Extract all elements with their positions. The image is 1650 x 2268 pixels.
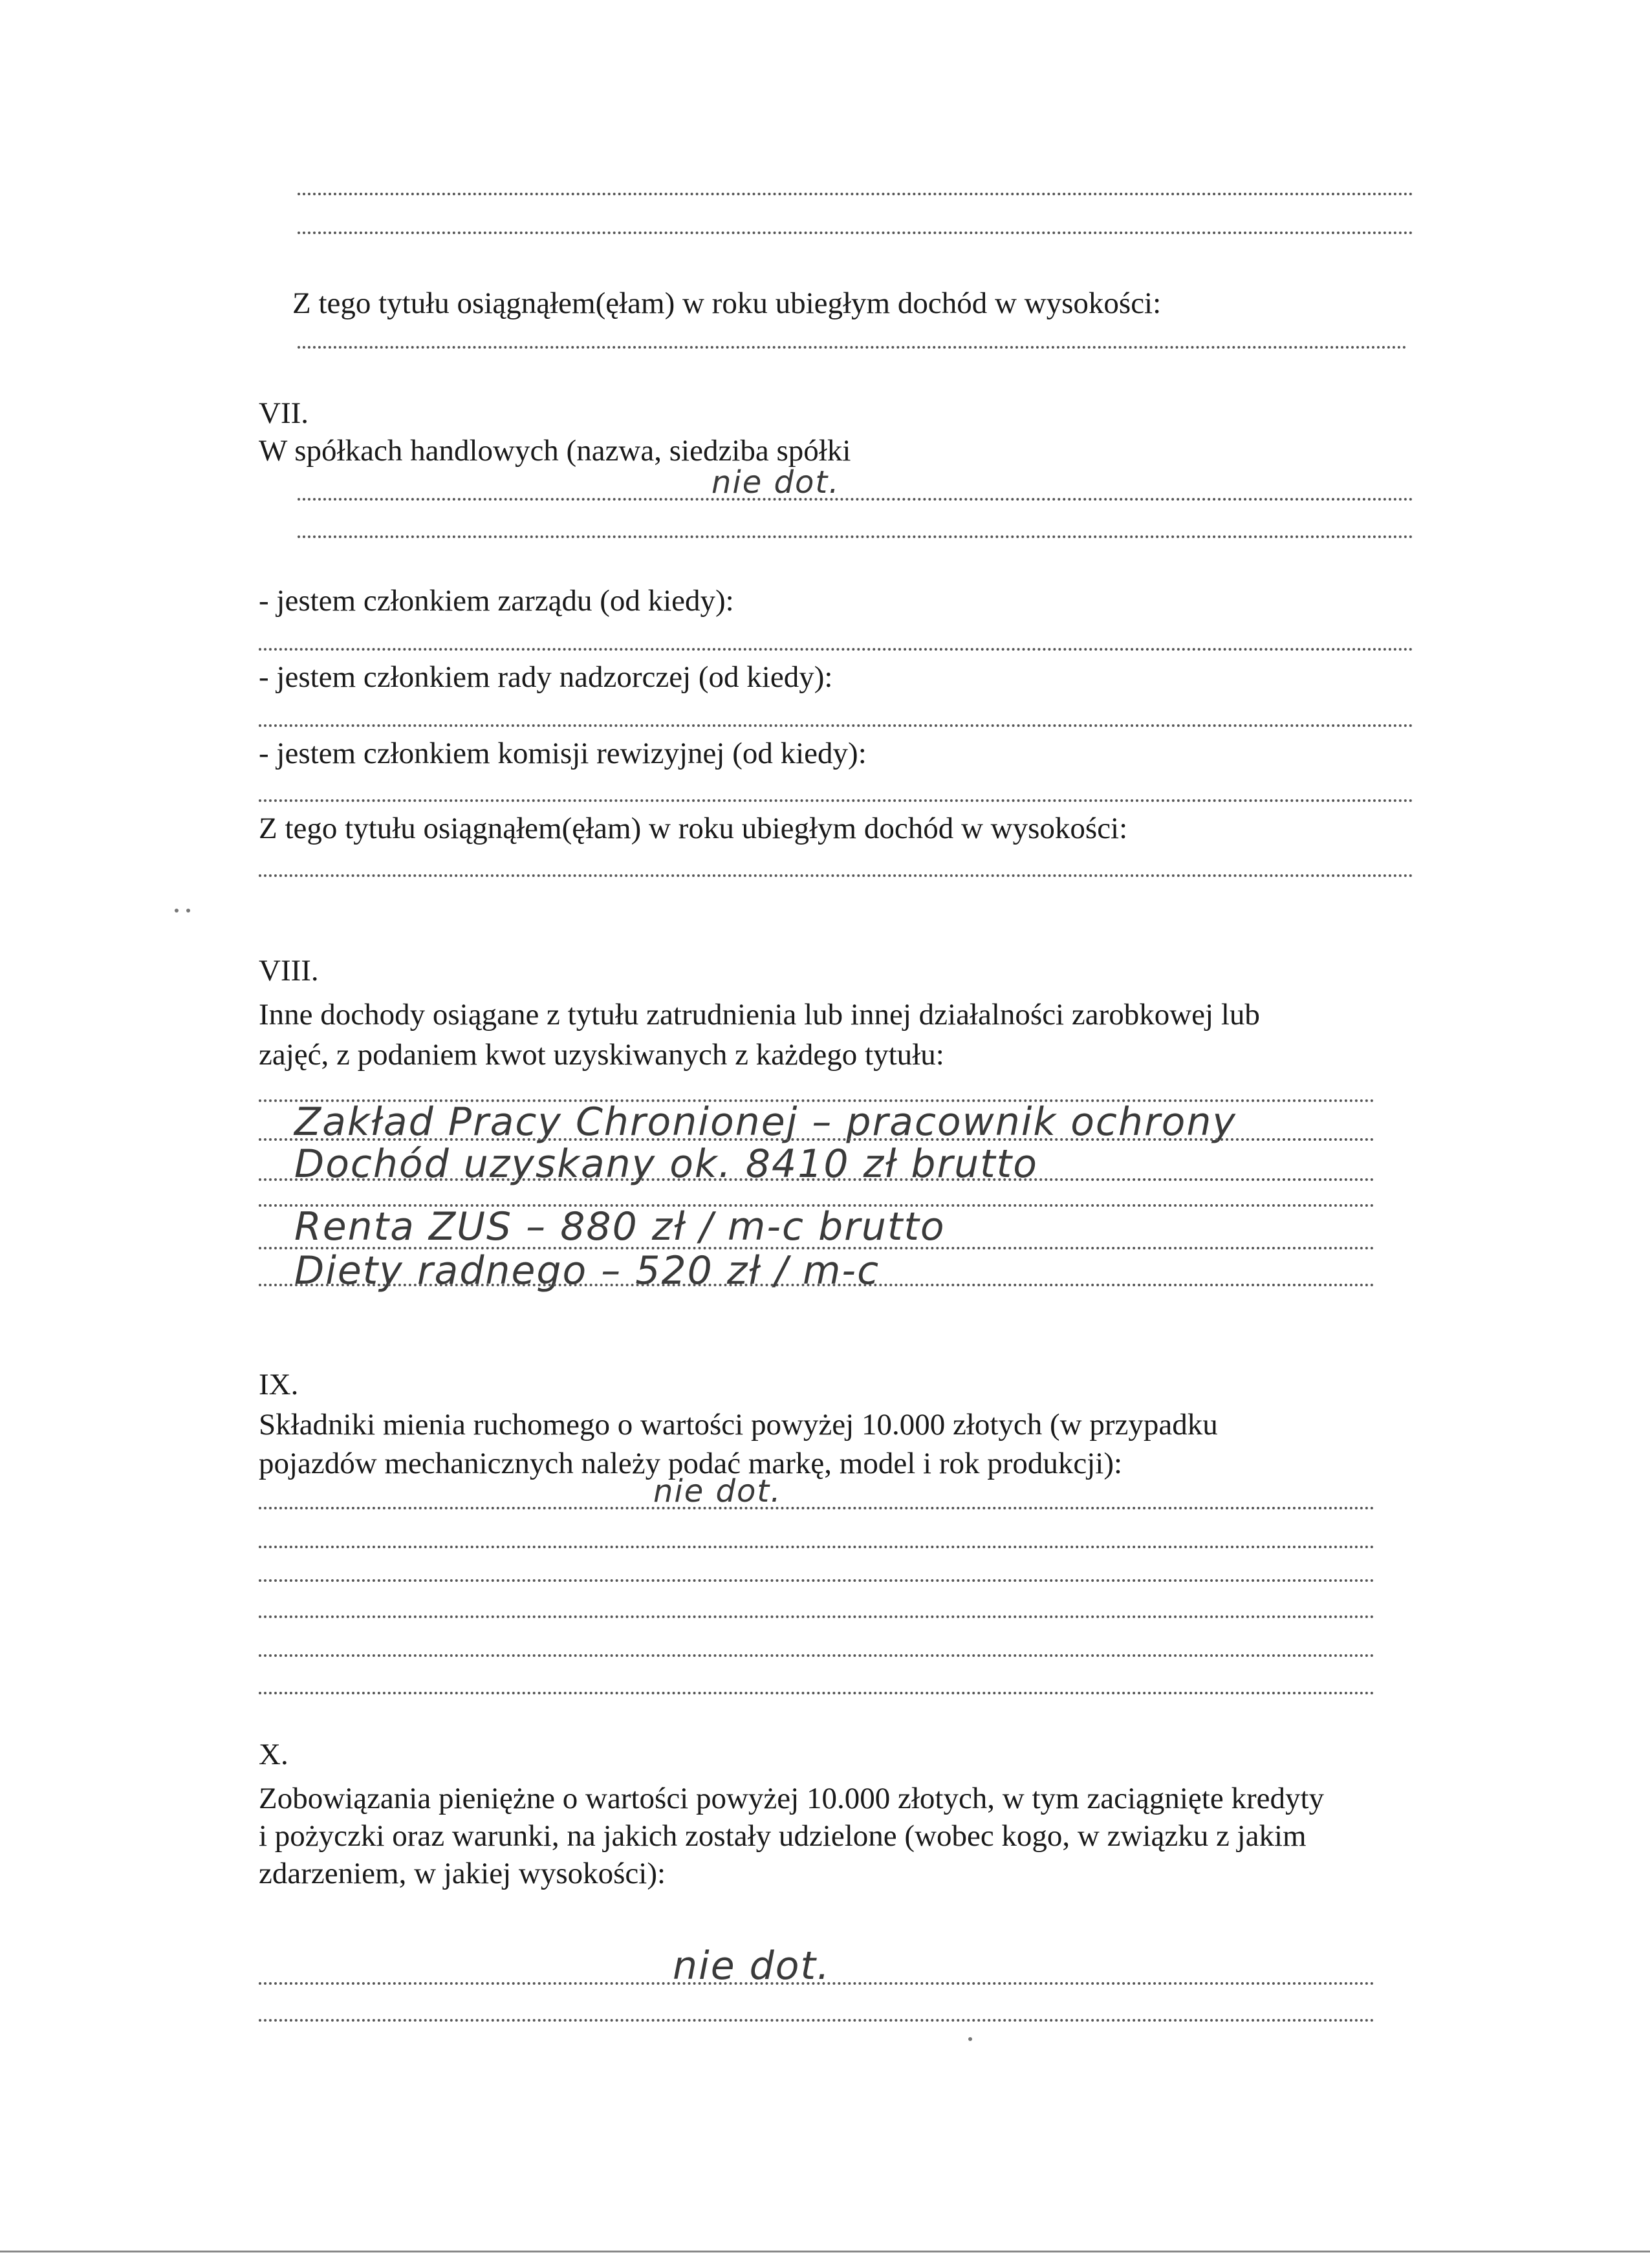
answer-line — [298, 498, 1413, 501]
section-x-heading-line2: i pożyczki oraz warunki, na jakich zostały udzielone (wobec kogo, w związku z jakim — [259, 1819, 1307, 1853]
answer-line — [259, 1579, 1374, 1582]
section-vii-handwritten-answer: nie dot. — [711, 464, 840, 501]
board-member-label: - jestem członkiem zarządu (od kiedy): — [259, 584, 734, 618]
scan-speck — [968, 2037, 972, 2041]
answer-line — [259, 1178, 1374, 1181]
scan-edge — [0, 2251, 1650, 2252]
income-label-top: Z tego tytułu osiągnąłem(ęłam) w roku ubiegłym dochód w wysokości: — [292, 286, 1162, 320]
section-viii-heading-line2: zajęć, z podaniem kwot uzyskiwanych z każdego tytułu: — [259, 1038, 944, 1072]
section-vii-income-label: Z tego tytułu osiągnąłem(ęłam) w roku ubiegłym dochód w wysokości: — [259, 812, 1128, 845]
section-ix-handwritten-answer: nie dot. — [653, 1473, 782, 1509]
audit-member-label: - jestem członkiem komisji rewizyjnej (od kiedy): — [259, 737, 867, 770]
answer-line — [259, 2019, 1374, 2022]
answer-line — [259, 1615, 1374, 1618]
answer-line — [259, 1982, 1374, 1985]
answer-line — [259, 1654, 1374, 1657]
section-vii-numeral: VII. — [259, 396, 309, 430]
answer-line — [298, 346, 1407, 349]
handwritten-income-line-2: Dochód uzyskany ok. 8410 zł brutto — [294, 1141, 1038, 1187]
section-x-heading-line3: zdarzeniem, w jakiej wysokości): — [259, 1857, 666, 1890]
answer-line — [259, 724, 1413, 727]
answer-line — [298, 193, 1413, 195]
section-ix-numeral: IX. — [259, 1368, 299, 1401]
answer-line — [259, 1692, 1374, 1694]
section-x-numeral: X. — [259, 1738, 288, 1771]
handwritten-income-line-4: Diety radnego – 520 zł / m-c — [294, 1248, 880, 1293]
section-ix-heading-line2: pojazdów mechanicznych należy podać markę, model i rok produkcji): — [259, 1447, 1123, 1480]
answer-line — [298, 535, 1413, 538]
section-x-heading-line1: Zobowiązania pieniężne o wartości powyżej 10.000 złotych, w tym zaciągnięte kredyty — [259, 1782, 1325, 1815]
section-ix-heading-line1: Składniki mienia ruchomego o wartości powyżej 10.000 złotych (w przypadku — [259, 1408, 1218, 1442]
handwritten-income-line-1: Zakład Pracy Chronionej – pracownik ochrony — [294, 1099, 1237, 1145]
section-viii-heading-line1: Inne dochody osiągane z tytułu zatrudnienia lub innej działalności zarobkowej lub — [259, 998, 1260, 1031]
scan-speck — [175, 909, 179, 913]
answer-line — [259, 1507, 1374, 1509]
scan-speck — [186, 909, 190, 913]
handwritten-income-line-3: Renta ZUS – 880 zł / m-c brutto — [294, 1204, 946, 1249]
answer-line — [259, 799, 1413, 802]
answer-line — [259, 648, 1413, 651]
answer-line — [259, 1546, 1374, 1548]
section-x-handwritten-answer: nie dot. — [673, 1943, 831, 1989]
section-viii-numeral: VIII. — [259, 954, 319, 988]
answer-line — [259, 1284, 1374, 1286]
answer-line — [298, 232, 1413, 234]
answer-line — [259, 874, 1413, 877]
section-vii-heading: W spółkach handlowych (nazwa, siedziba spółki — [259, 434, 851, 468]
supervisory-member-label: - jestem członkiem rady nadzorczej (od kiedy): — [259, 660, 833, 694]
answer-line — [259, 1138, 1374, 1141]
